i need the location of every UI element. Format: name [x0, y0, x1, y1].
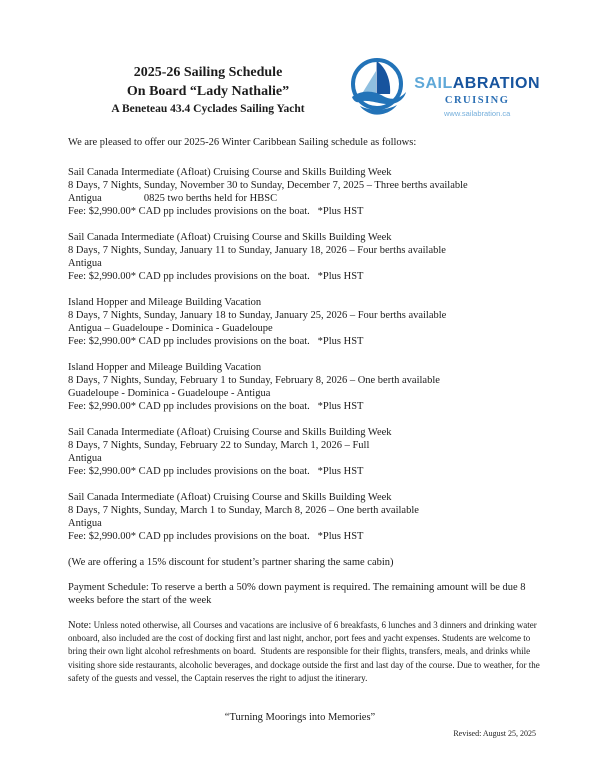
- intro-paragraph: We are pleased to offer our 2025-26 Winter Caribbean Sailing schedule as follows:: [68, 137, 417, 148]
- trip-title: Sail Canada Intermediate (Afloat) Cruising Course and Skills Building Week: [68, 427, 392, 438]
- trip-fee: Fee: $2,990.00* CAD pp includes provisions on the boat. *Plus HST: [68, 206, 364, 217]
- trip-itinerary: Guadeloupe - Dominica - Guadeloupe - Antigua: [68, 388, 271, 399]
- trip-fee: Fee: $2,990.00* CAD pp includes provisions on the boat. *Plus HST: [68, 531, 364, 542]
- trip-fee: Fee: $2,990.00* CAD pp includes provisions on the boat. *Plus HST: [68, 271, 364, 282]
- brand-sail: SAIL: [414, 75, 453, 92]
- trip-itinerary: Antigua: [68, 518, 102, 529]
- trip-dates: 8 Days, 7 Nights, Sunday, February 22 to Sunday, March 1, 2026 – Full: [68, 440, 370, 451]
- note-label: Note:: [68, 620, 92, 631]
- yacht-subtitle: A Beneteau 43.4 Cyclades Sailing Yacht: [111, 103, 305, 115]
- logo-website: www.sailabration.ca: [444, 109, 511, 118]
- trip-dates: 8 Days, 7 Nights, Sunday, March 1 to Sunday, March 8, 2026 – One berth available: [68, 505, 419, 516]
- trip-block: [68, 166, 542, 218]
- trip-title: Sail Canada Intermediate (Afloat) Cruising Course and Skills Building Week: [68, 167, 392, 178]
- trip-fee: Fee: $2,990.00* CAD pp includes provisions on the boat. *Plus HST: [68, 336, 364, 347]
- boat-title: On Board “Lady Nathalie”: [126, 84, 290, 99]
- trip-title: Sail Canada Intermediate (Afloat) Cruising Course and Skills Building Week: [68, 492, 392, 503]
- trip-block: [68, 231, 542, 283]
- revision-date: Revised: August 25, 2025: [453, 729, 536, 738]
- logo-cruising-label: CRUISING: [444, 95, 510, 106]
- trip-dates: 8 Days, 7 Nights, Sunday, January 11 to Sunday, January 18, 2026 – Four berths available: [68, 245, 446, 256]
- trip-title: Island Hopper and Mileage Building Vacation: [68, 362, 262, 373]
- trip-itinerary: Antigua: [68, 258, 102, 269]
- brand-abration: ABRATION: [452, 75, 540, 92]
- trip-block: [68, 361, 542, 413]
- trip-dates: 8 Days, 7 Nights, Sunday, February 1 to Sunday, February 8, 2026 – One berth available: [68, 375, 440, 386]
- trip-title: Island Hopper and Mileage Building Vacation: [68, 297, 262, 308]
- trip-fee: Fee: $2,990.00* CAD pp includes provisions on the boat. *Plus HST: [68, 466, 364, 477]
- trip-block: [68, 296, 542, 348]
- note-paragraph: [68, 619, 542, 685]
- trip-title: Sail Canada Intermediate (Afloat) Cruising Course and Skills Building Week: [68, 232, 392, 243]
- note-text: Unless noted otherwise, all Courses and vacations are inclusive of 6 breakfasts, 6 lunches and 3 dinners and drinking water onboard, also included are the cost of docking first and last night, anchor, port fees and yacht expenses. Students are welcome to bring their own light alcohol refreshments on board. Students are responsible for their flights, transfers, meals, and drinks while visiting shore side restaurants, alcoholic beverages, and dockage outside the first and last day of the course. Due to weather, for the safety of the guests and vessel, the Captain reserves the right to adjust the itinerary.: [68, 620, 542, 683]
- discount-note: (We are offering a 15% discount for student’s partner sharing the same cabin): [68, 557, 394, 568]
- document-header: [0, 0, 600, 119]
- document-body: [0, 136, 600, 685]
- trip-dates: 8 Days, 7 Nights, Sunday, November 30 to Sunday, December 7, 2025 – Three berths available: [68, 180, 468, 191]
- sailabration-logo: [348, 55, 540, 119]
- title-block: [68, 55, 348, 117]
- trip-dates: 8 Days, 7 Nights, Sunday, January 18 to Sunday, January 25, 2026 – Four berths available: [68, 310, 447, 321]
- brand-name: [414, 76, 540, 92]
- footer-slogan: “Turning Moorings into Memories”: [224, 712, 376, 723]
- trip-itinerary: Antigua – Guadeloupe - Dominica - Guadeloupe: [68, 323, 273, 334]
- trip-itinerary: Antigua: [68, 453, 102, 464]
- logo-text: [414, 55, 540, 118]
- schedule-title: 2025-26 Sailing Schedule: [133, 65, 283, 80]
- trip-block: [68, 426, 542, 478]
- sailboat-logo-icon: [348, 55, 412, 119]
- trip-block: [68, 491, 542, 543]
- trip-itinerary: Antigua 0825 two berths held for HBSC: [68, 193, 278, 204]
- payment-schedule: Payment Schedule: To reserve a berth a 50% down payment is required. The remaining amount will be due 8 weeks before the start of the week: [68, 582, 529, 606]
- trip-fee: Fee: $2,990.00* CAD pp includes provisions on the boat. *Plus HST: [68, 401, 364, 412]
